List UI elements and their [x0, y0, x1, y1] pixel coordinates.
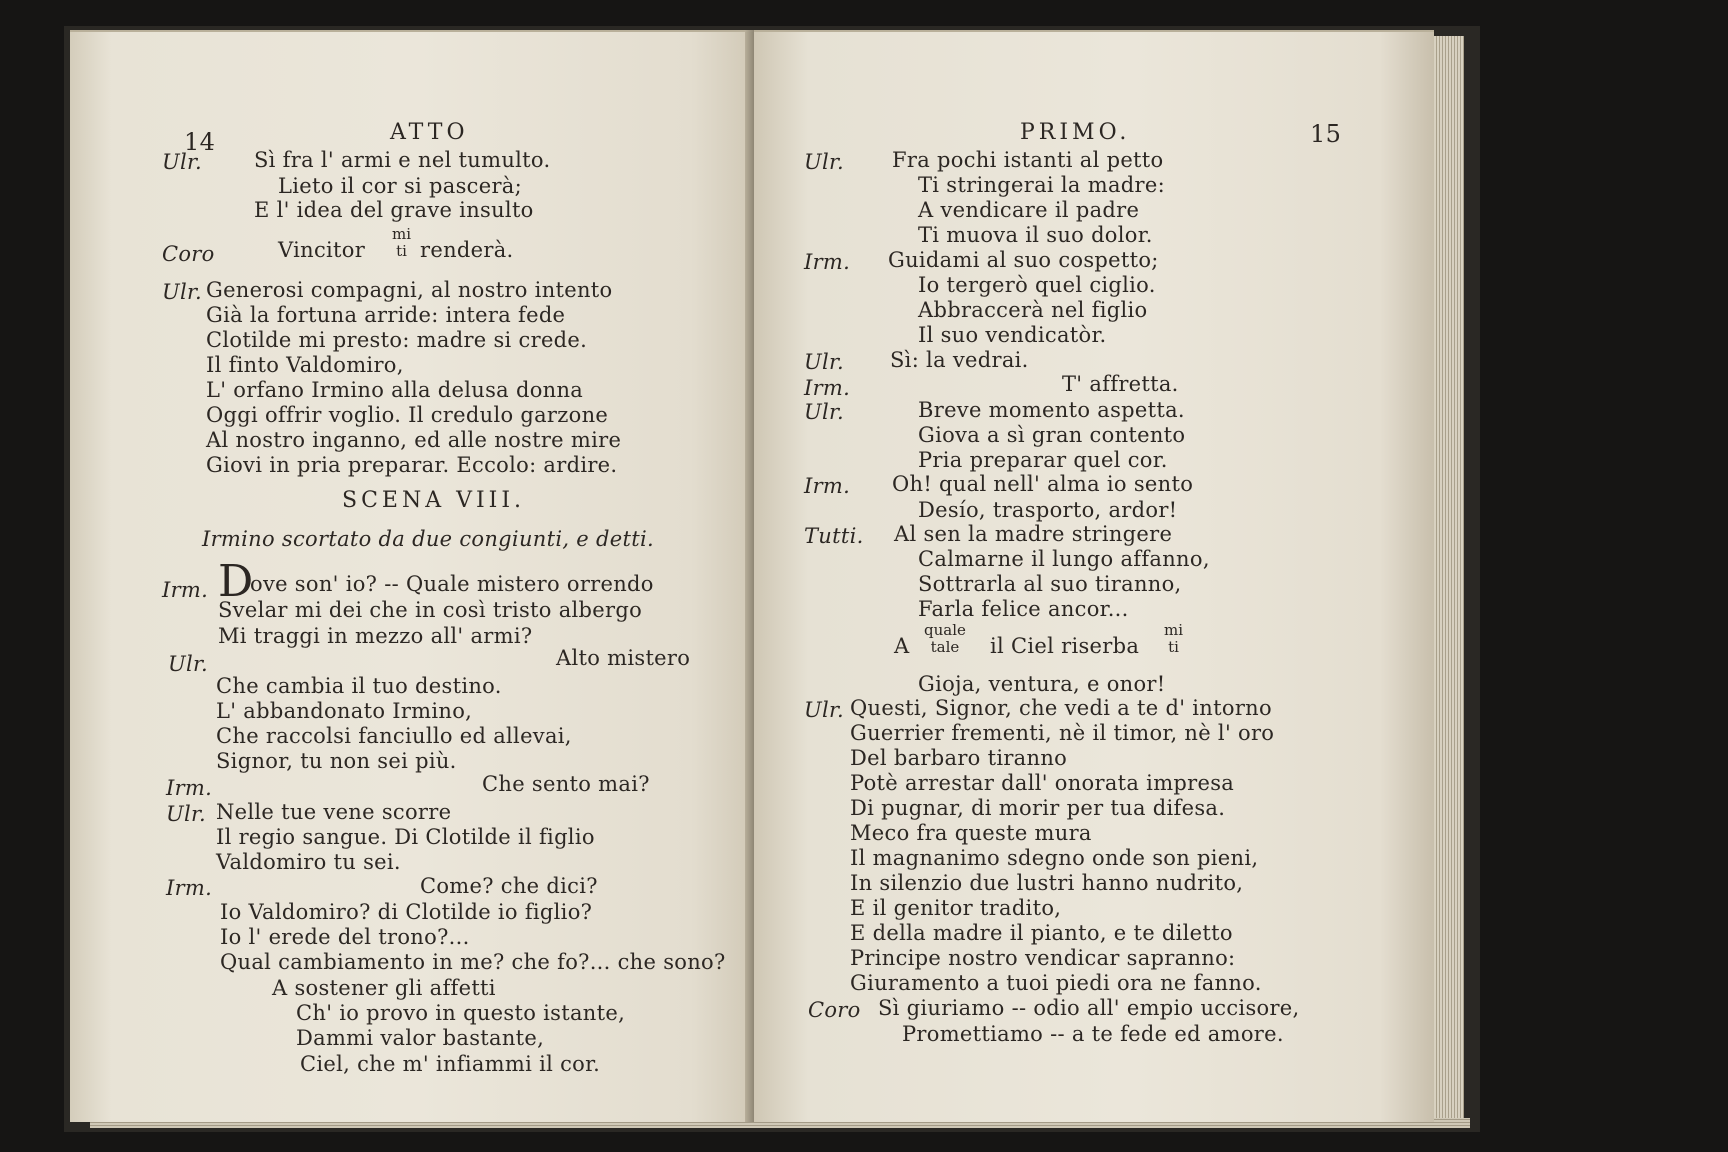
speaker-label: Irm. — [166, 876, 213, 900]
verse-line: Qual cambiamento in me? che fo?... che sono? — [220, 950, 726, 974]
verse-line: Giovi in pria preparar. Eccolo: ardire. — [206, 453, 618, 477]
verse-line: Il suo vendicatòr. — [918, 323, 1107, 347]
verse-line: Sì fra l' armi e nel tumulto. — [254, 148, 551, 172]
verse-line: L' orfano Irmino alla delusa donna — [206, 378, 584, 402]
verse-line: Vincitor — [278, 238, 366, 262]
verse-line: E il genitor tradito, — [850, 896, 1062, 920]
verse-line: Guidami al suo cospetto; — [888, 248, 1159, 272]
speaker-label: Irm. — [804, 376, 851, 400]
speaker-label: Ulr. — [168, 652, 209, 676]
verse-line: In silenzio due lustri hanno nudrito, — [850, 871, 1244, 895]
scene-title: SCENA VIII. — [342, 488, 526, 513]
verse-line: A vendicare il padre — [918, 198, 1140, 222]
verse-line: Oh! qual nell' alma io sento — [892, 472, 1194, 496]
verse-line: Clotilde mi presto: madre si crede. — [206, 328, 588, 352]
page-number: 14 — [184, 128, 216, 156]
verse-line: Io l' erede del trono?... — [220, 925, 470, 949]
page-header: PRIMO. — [1020, 120, 1131, 145]
verse-line: Di pugnar, di morir per tua difesa. — [850, 796, 1226, 820]
verse-line: renderà. — [420, 238, 514, 262]
verse-line: Valdomiro tu sei. — [216, 850, 401, 874]
verse-line: ove son' io? -- Quale mistero orrendo — [250, 572, 654, 596]
verse-line: Principe nostro vendicar sapranno: — [850, 946, 1236, 970]
verse-line: E della madre il pianto, e te diletto — [850, 921, 1233, 945]
verse-line: T' affretta. — [1062, 372, 1179, 396]
verse-line: il Ciel riserba — [990, 634, 1140, 658]
verse-line: Che cambia il tuo destino. — [216, 674, 502, 698]
verse-line: Come? che dici? — [420, 874, 598, 898]
alternative-endings: mi ti — [1164, 621, 1184, 656]
verse-line: Pria preparar quel cor. — [918, 448, 1168, 472]
verse-line: Al nostro inganno, ed alle nostre mire — [206, 428, 622, 452]
page-number: 15 — [1310, 120, 1342, 148]
verse-line: Oggi offrir voglio. Il credulo garzone — [206, 403, 609, 427]
verse-line: Farla felice ancor... — [918, 597, 1129, 621]
speaker-label: Ulr. — [804, 350, 845, 374]
verse-line: Gioja, ventura, e onor! — [918, 672, 1166, 696]
speaker-label: Coro — [808, 998, 861, 1022]
speaker-label: Irm. — [804, 474, 851, 498]
verse-line: Sottrarla al suo tiranno, — [918, 572, 1182, 596]
verse-line: Questi, Signor, che vedi a te d' intorno — [850, 696, 1272, 720]
verse-line: Desío, trasporto, ardor! — [918, 498, 1178, 522]
verse-line: Al sen la madre stringere — [894, 522, 1173, 546]
verse-line: Già la fortuna arride: intera fede — [206, 303, 566, 327]
alternative-endings: quale tale — [924, 621, 966, 656]
speaker-label: Ulr. — [162, 150, 203, 174]
page-edges — [1434, 36, 1464, 1126]
verse-line: Abbraccerà nel figlio — [918, 298, 1148, 322]
verse-line: Ti muova il suo dolor. — [918, 223, 1153, 247]
verse-line: Io tergerò quel ciglio. — [918, 273, 1156, 297]
verse-line: Meco fra queste mura — [850, 821, 1092, 845]
drop-cap: D — [218, 556, 254, 607]
page-header: ATTO — [390, 120, 469, 145]
speaker-label: Tutti. — [804, 524, 864, 548]
verse-line: Svelar mi dei che in così tristo albergo — [218, 598, 643, 622]
verse-line: Del barbaro tiranno — [850, 746, 1068, 770]
verse-line: Il magnanimo sdegno onde son pieni, — [850, 846, 1259, 870]
verse-line: Breve momento aspetta. — [918, 398, 1185, 422]
verse-line: A — [894, 634, 910, 658]
verse-line: Dammi valor bastante, — [296, 1026, 545, 1050]
right-page — [754, 30, 1434, 1122]
verse-line: Ch' io provo in questo istante, — [296, 1001, 626, 1025]
stage-direction: Irmino scortato da due congiunti, e detti. — [202, 527, 654, 551]
verse-line: Ti stringerai la madre: — [918, 173, 1165, 197]
verse-line: Lieto il cor si pascerà; — [278, 174, 523, 198]
verse-line: Giova a sì gran contento — [918, 423, 1186, 447]
verse-line: Generosi compagni, al nostro intento — [206, 278, 613, 302]
verse-line: Che raccolsi fanciullo ed allevai, — [216, 724, 572, 748]
speaker-label: Irm. — [166, 776, 213, 800]
verse-line: Calmarne il lungo affanno, — [918, 547, 1210, 571]
verse-line: Alto mistero — [556, 646, 691, 670]
verse-line: Io Valdomiro? di Clotilde io figlio? — [220, 900, 593, 924]
speaker-label: Irm. — [162, 578, 209, 602]
speaker-label: Ulr. — [162, 280, 203, 304]
verse-line: A sostener gli affetti — [272, 976, 496, 1000]
verse-line: Potè arrestar dall' onorata impresa — [850, 771, 1235, 795]
verse-line: Sì giuriamo -- odio all' empio uccisore, — [878, 996, 1300, 1020]
speaker-label: Ulr. — [166, 802, 207, 826]
verse-line: Promettiamo -- a te fede ed amore. — [902, 1022, 1284, 1046]
verse-line: Signor, tu non sei più. — [216, 749, 457, 773]
left-page — [70, 30, 760, 1122]
verse-line: Guerrier frementi, nè il timor, nè l' oro — [850, 721, 1275, 745]
alternative-endings: mi ti — [392, 225, 412, 260]
verse-line: Nelle tue vene scorre — [216, 800, 452, 824]
verse-line: Il finto Valdomiro, — [206, 353, 404, 377]
verse-line: Sì: la vedrai. — [890, 348, 1029, 372]
verse-line: L' abbandonato Irmino, — [216, 699, 473, 723]
speaker-label: Ulr. — [804, 400, 845, 424]
verse-line: Giuramento a tuoi piedi ora ne fanno. — [850, 971, 1262, 995]
verse-line: Mi traggi in mezzo all' armi? — [218, 624, 533, 648]
speaker-label: Coro — [162, 242, 215, 266]
speaker-label: Ulr. — [804, 150, 845, 174]
verse-line: Che sento mai? — [482, 772, 650, 796]
verse-line: Il regio sangue. Di Clotilde il figlio — [216, 825, 595, 849]
speaker-label: Irm. — [804, 250, 851, 274]
verse-line: Fra pochi istanti al petto — [892, 148, 1164, 172]
verse-line: E l' idea del grave insulto — [254, 198, 534, 222]
speaker-label: Ulr. — [804, 698, 845, 722]
verse-line: Ciel, che m' infiammi il cor. — [300, 1052, 601, 1076]
